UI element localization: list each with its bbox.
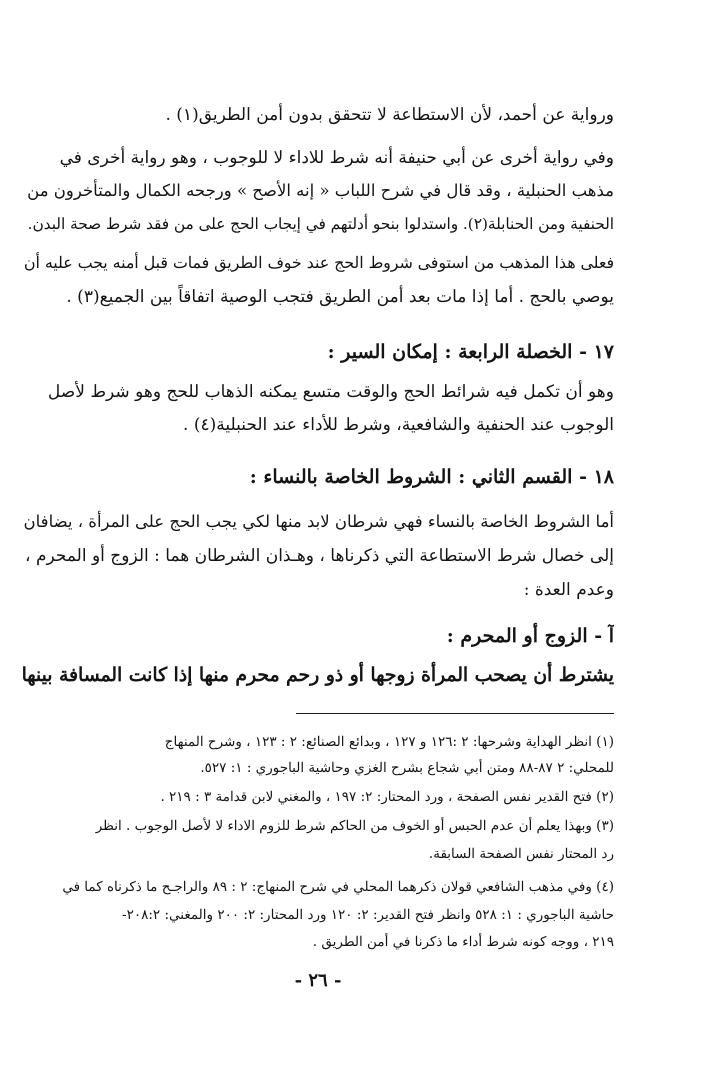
section-18-line-3: وعدم العدة : bbox=[523, 580, 614, 600]
paragraph-2-line-5: يوصي بالحج . أما إذا مات بعد أمن الطريق فتجب الوصية اتفاقاً بين الجميع(٣) . bbox=[66, 287, 614, 307]
footnote-4-line-2: حاشية الباجوري : ١: ٥٢٨ وانظر فتح القدير: ٢: ١٢٠ ورد المحتار: ٢: ٢٠٠ والمغني: ٢٠٨:٢- bbox=[122, 907, 614, 923]
page-number: - ٢٦ - bbox=[294, 970, 342, 991]
footnote-2-line-1: (٢) فتح القدير نفس الصفحة ، ورد المحتار: ٢: ١٩٧ ، والمغني لابن قدامة ٣ : ٢١٩ . bbox=[160, 789, 614, 805]
section-18-line-1: أما الشروط الخاصة بالنساء فهي شرطان لابد منها لكي يجب الحج على المرأة ، يضافان bbox=[23, 512, 614, 531]
section-17-heading: ١٧ - الخصلة الرابعة : إمكان السير : bbox=[327, 341, 614, 363]
section-18-heading: ١٨ - القسم الثاني : الشروط الخاصة بالنساء : bbox=[249, 466, 614, 488]
book-page bbox=[22, 0, 614, 1092]
footnote-3-line-2: رد المحتار نفس الصفحة السابقة. bbox=[428, 846, 614, 862]
section-18-line-2: إلى خصال شرط الاستطاعة التي ذكرناها ، وهـذان الشرطان هما : الزوج أو المحرم ، bbox=[25, 546, 614, 566]
footnote-4-line-1: (٤) وفي مذهب الشافعي قولان ذكرهما المحلي في شرح المنهاج: ٢ : ٨٩ والراجـح ما ذكرناه كما في bbox=[62, 879, 614, 895]
paragraph-2-line-2: مذهب الحنبلية ، وقد قال في شرح اللباب « إنه الأصح » ورجحه الكمال والمتأخرون من bbox=[27, 181, 614, 200]
paragraph-2-line-4: فعلى هذا المذهب من استوفى شروط الحج عند خوف الطريق فمات قبل أمنه يجب عليه أن bbox=[23, 253, 614, 272]
footnote-1-line-2: للمحلي: ٢ ٨٧-٨٨ ومتن أبي شجاع بشرح الغزي وحاشية الباجوري : ١: ٥٢٧. bbox=[200, 760, 614, 776]
subsection-a-heading: آ - الزوج أو المحرم : bbox=[446, 625, 614, 647]
section-17-line-1: وهو أن تكمل فيه شرائط الحج والوقت متسع يمكنه الذهاب للحج وهو شرط لأصل bbox=[47, 382, 614, 402]
footnote-3-line-1: (٣) وبهذا يعلم أن عدم الحبس أو الخوف من الحاكم شرط للزوم الاداء لا لأصل الوجوب . انظر bbox=[95, 818, 614, 834]
footnote-4-line-3: ٢١٩ ، ووجه كونه شرط أداء ما ذكرنا في أمن الطريق . bbox=[312, 934, 614, 950]
footnote-separator bbox=[296, 713, 614, 714]
paragraph-2-line-1: وفي رواية أخرى عن أبي حنيفة أنه شرط للاداء لا للوجوب ، وهو رواية أخرى في bbox=[59, 148, 614, 168]
paragraph-2-line-3: الحنفية ومن الحنابلة(٢). واستدلوا بنحو أدلتهم في إيجاب الحج على من فقد شرط صحة البدن. bbox=[27, 215, 614, 233]
section-17-line-2: الوجوب عند الحنفية والشافعية، وشرط للأداء عند الحنبلية(٤) . bbox=[183, 415, 614, 435]
footnote-1-line-1: (١) انظر الهداية وشرحها: ٢ :١٢٦ و ١٢٧ ، وبدائع الصنائع: ٢ : ١٢٣ ، وشرح المنهاج bbox=[164, 734, 614, 750]
paragraph-1-line: ورواية عن أحمد، لأن الاستطاعة لا تتحقق بدون أمن الطريق(١) . bbox=[165, 105, 614, 125]
subsection-a-line-1: يشترط أن يصحب المرأة زوجها أو ذو رحم محرم منها إذا كانت المسافة بينها bbox=[22, 664, 614, 686]
